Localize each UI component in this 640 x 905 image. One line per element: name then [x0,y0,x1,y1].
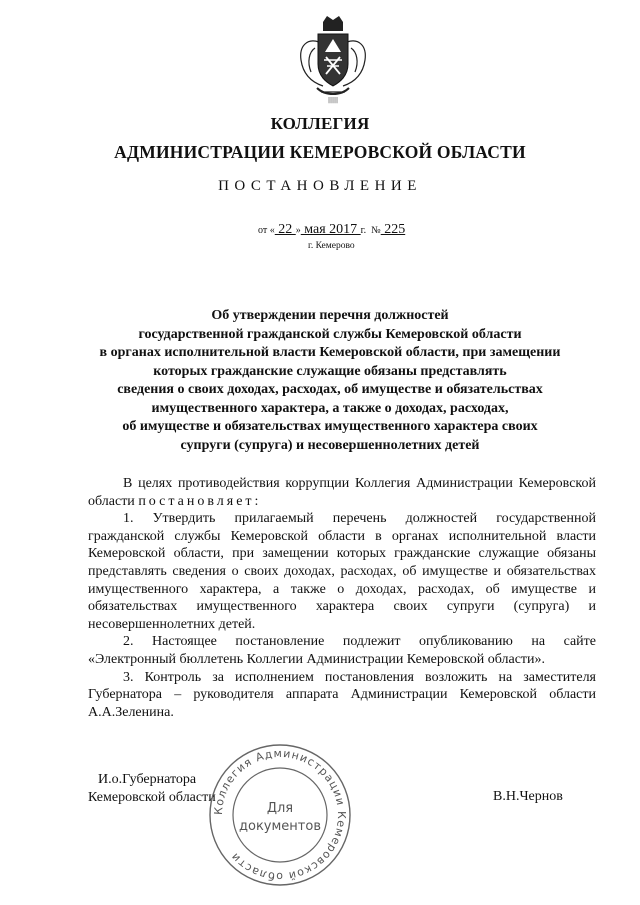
date-month-year: мая 2017 [300,222,361,237]
svg-text:|||||: ||||| [327,97,339,104]
title-line: Об утверждении перечня должностей [211,308,449,323]
title-line: которых гражданские служащие обязаны представлять [153,363,507,379]
signature-position-line1: И.о.Губернатора [98,772,197,787]
stamp-center-line2: документов [239,819,321,834]
title-line: об имуществе и обязательствах имущественного характера своих [122,419,538,434]
stamp-center-line1: Для [266,801,294,816]
number-prefix: № [371,225,381,236]
body-paragraph-item1: 1. Утвердить прилагаемый перечень должностей государственной гражданской службы Кемеровской области в органах исполнительной власти Кемеровской области, при замещении которых гражданские служащие обязаны представлять сведения о своих доходах, расходах, об имуществе и обязательствах имущественного характера, а также о доходах, расходах, об имуществе и обязательствах имущественного характера своих супруги (супруга) и несовершеннолетних детей. [88,511,596,632]
coat-of-arms-icon [293,12,373,104]
document-title [60,307,600,455]
date-day: 22 [274,222,296,237]
title-line: государственной гражданской службы Кемеровской области [138,326,522,342]
org-title-line2: АДМИНИСТРАЦИИ КЕМЕРОВСКОЙ ОБЛАСТИ [114,142,526,162]
intro-resolves: постановляет: [138,493,262,509]
title-line: сведения о своих доходах, расходах, об имуществе и обязательствах [117,382,543,397]
date-year-suffix: г. [360,225,367,236]
date-number-line [258,222,405,238]
body-paragraph-item3: 3. Контроль за исполнением постановления возложить на заместителя Губернатора – руководителя аппарата Администрации Кемеровской области А.А.Зеленина. [88,669,596,720]
org-title-line1: КОЛЛЕГИЯ [270,114,370,133]
document-body [88,475,596,721]
body-paragraph-item2: 2. Настоящее постановление подлежит опубликованию на сайте «Электронный бюллетень Коллегии Администрации Кемеровской области». [88,634,596,667]
stamp-ring-text: Коллегия Администрации Кемеровской области [211,746,349,884]
signature-position [88,771,216,807]
body-paragraph-intro [88,475,596,510]
intro-text: В целях противодействия коррупции Коллегия Администрации Кемеровской области [88,476,596,509]
document-number: 225 [380,222,406,237]
document-type: ПОСТАНОВЛЕНИЕ [218,178,422,194]
signature-name: В.Н.Чернов [493,789,563,804]
title-line: имущественного характера, а также о доходах, расходах, [151,400,509,416]
date-mid: » [295,225,301,236]
signature-position-line2: Кемеровской области [88,790,216,805]
title-line: супруги (супруга) и несовершеннолетних детей [180,437,480,453]
title-line: в органах исполнительной власти Кемеровской области, при замещении [99,345,561,360]
date-prefix: от « [258,225,275,236]
official-stamp-icon [205,740,355,890]
city: г. Кемерово [308,241,355,251]
